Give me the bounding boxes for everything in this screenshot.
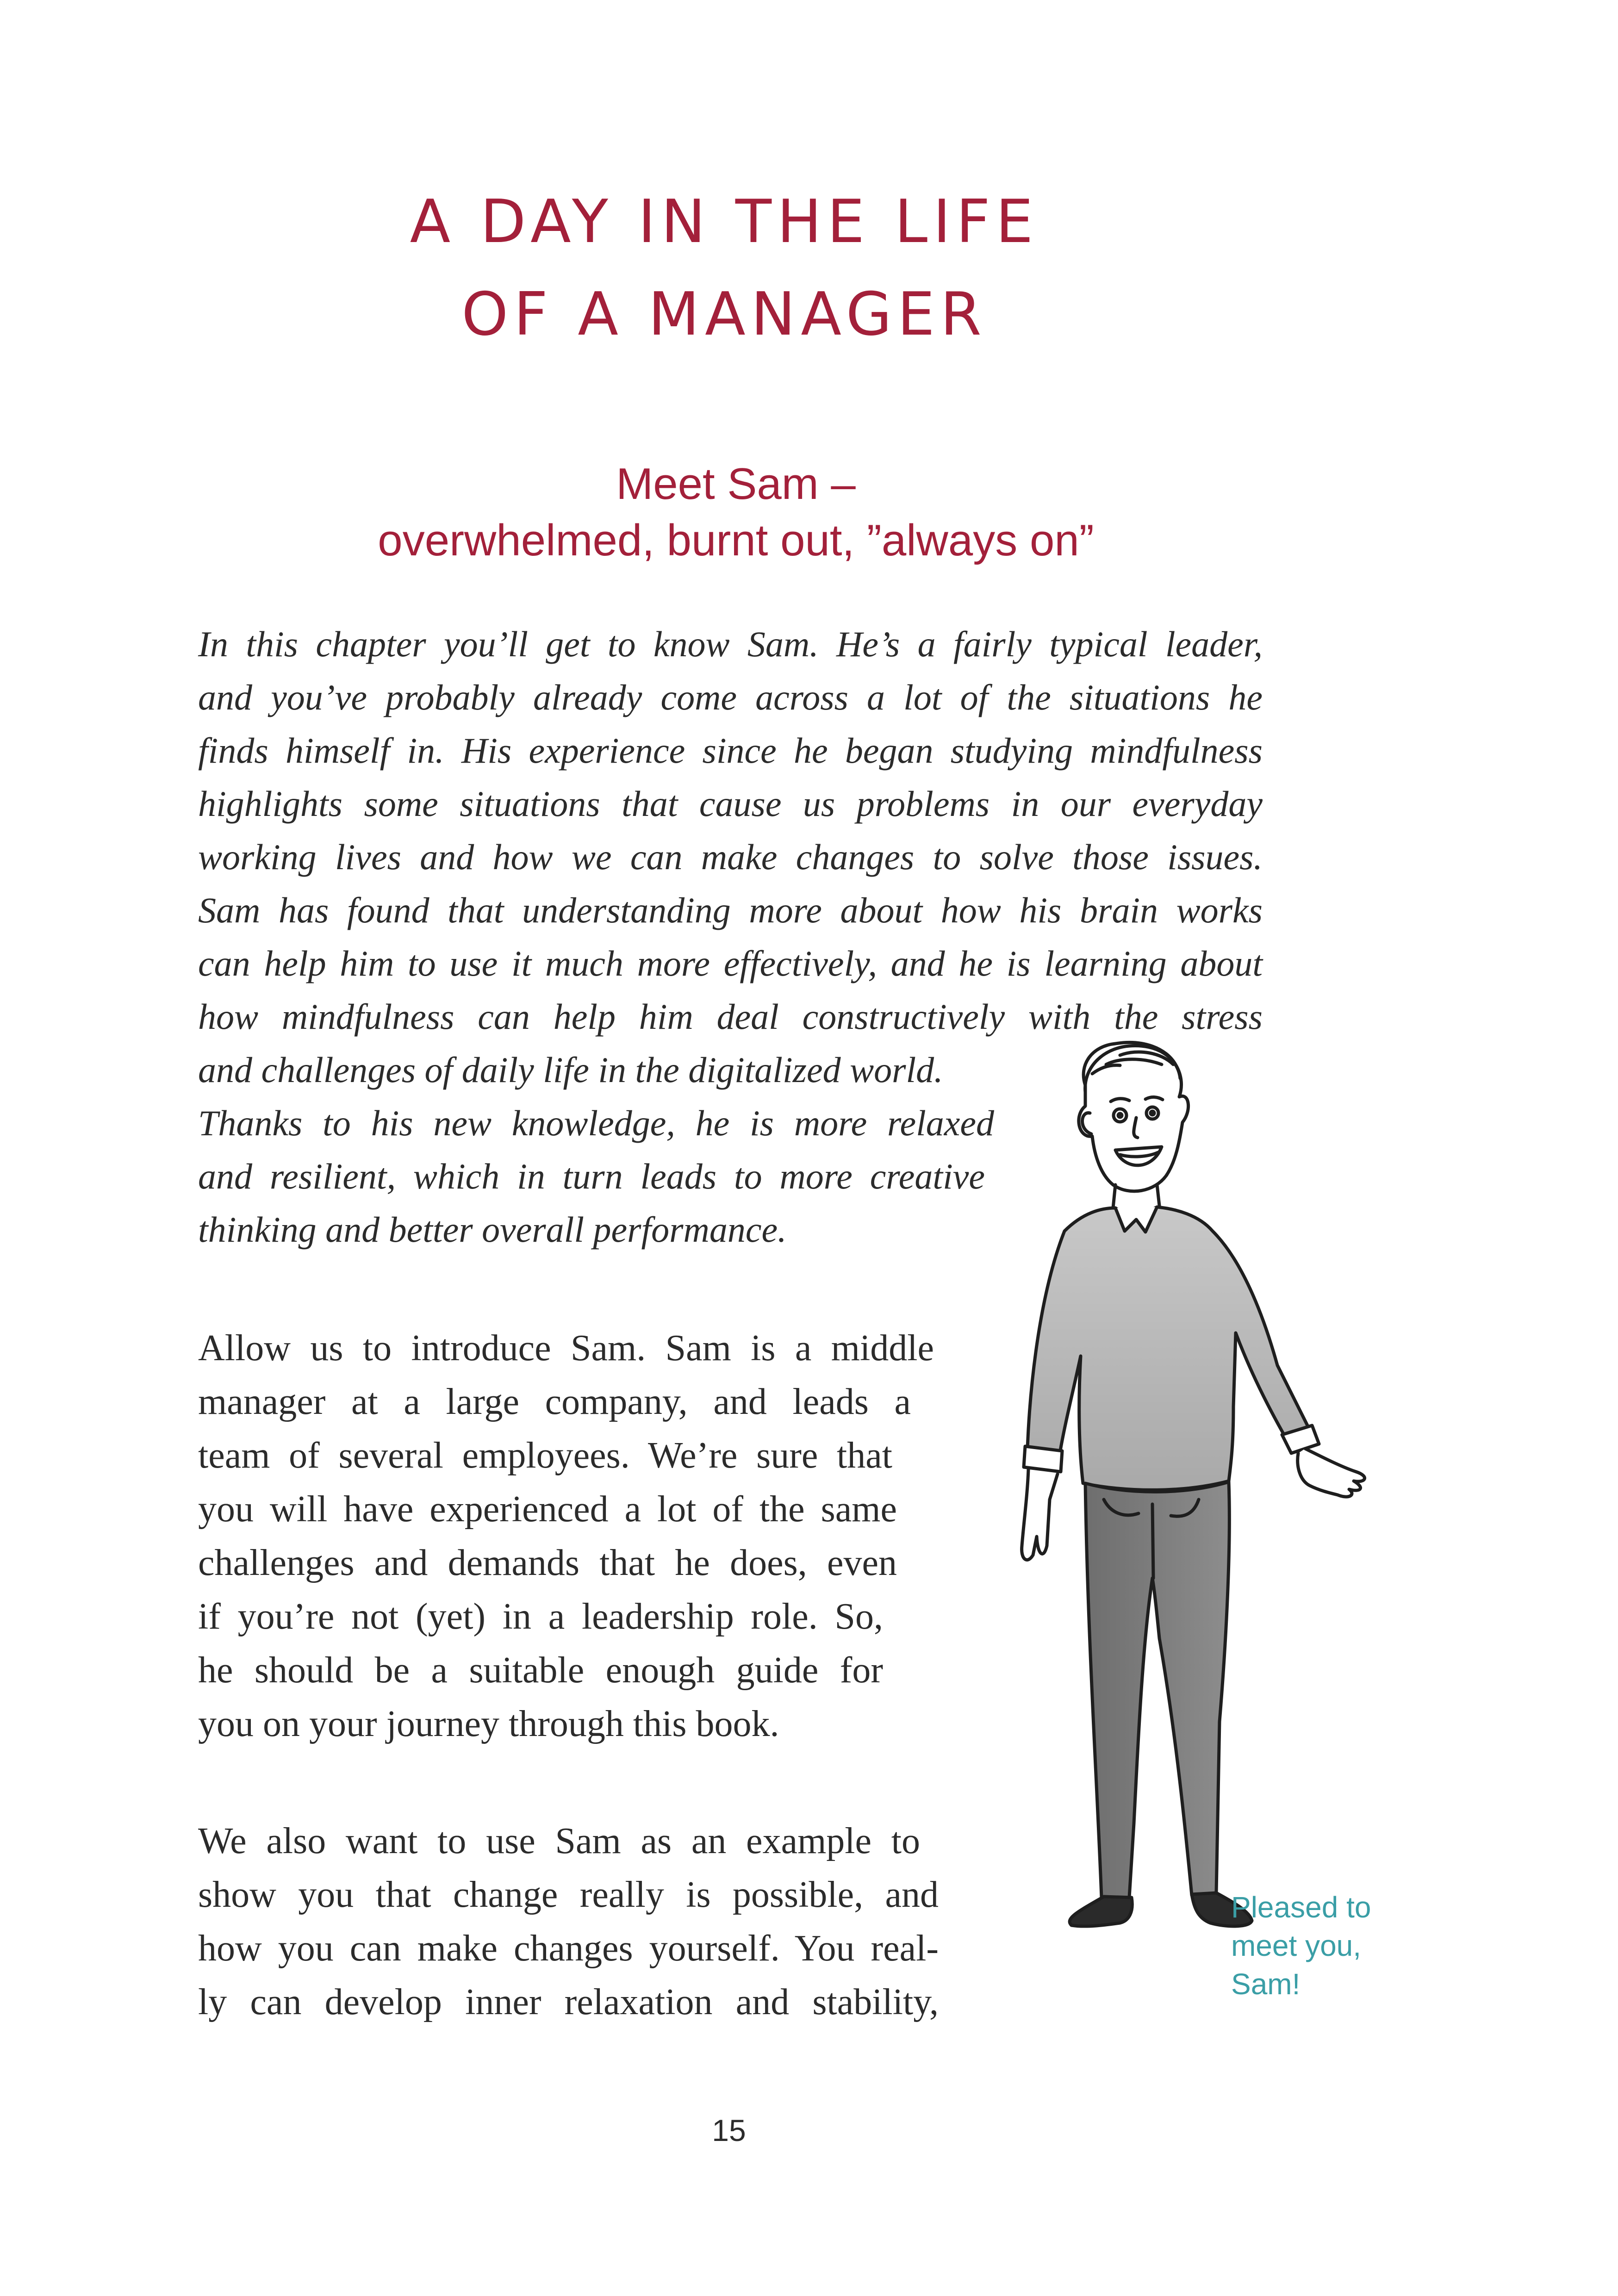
caption-line: meet you, [1231, 1929, 1362, 1962]
body-line: you on your journey through this book. [198, 1704, 779, 1744]
speech-caption [1231, 1888, 1371, 2004]
body-line: how you can make changes yourself. You real- [198, 1928, 939, 1969]
chapter-title-line: OF A MANAGER [461, 280, 987, 349]
section-heading [0, 456, 1472, 569]
intro-line: and challenges of daily life in the digitalized world. [198, 1050, 943, 1090]
intro-line: working lives and how we can make changes to solve those issues. [198, 837, 1263, 877]
body-line: Allow us to introduce Sam. Sam is a middle [198, 1328, 934, 1369]
body-paragraph-1 [198, 1321, 934, 1751]
chapter-title [0, 176, 1449, 361]
intro-line: and you’ve probably already come across a lot of the situations he [198, 677, 1263, 717]
body-line: We also want to use Sam as an example to [198, 1821, 920, 1861]
body-line: team of several employees. We’re sure that [198, 1435, 892, 1476]
page-number: 15 [712, 2113, 746, 2147]
caption-line: Pleased to [1231, 1891, 1371, 1924]
section-heading-line: overwhelmed, burnt out, ”always on” [378, 516, 1094, 565]
body-line: if you’re not (yet) in a leadership role. So, [198, 1596, 883, 1637]
intro-line: finds himself in. His experience since he began studying mindfulness [198, 730, 1263, 771]
intro-line: In this chapter you’ll get to know Sam. He’s a fairly typical leader, [198, 624, 1263, 664]
chapter-title-line: A DAY IN THE LIFE [410, 187, 1039, 256]
body-paragraph-2 [198, 1814, 939, 2029]
intro-line: and resilient, which in turn leads to more creative [198, 1156, 985, 1196]
caption-line: Sam! [1231, 1967, 1301, 2001]
intro-line: highlights some situations that cause us problems in our everyday [198, 784, 1263, 824]
intro-line: Thanks to his new knowledge, he is more relaxed [198, 1103, 994, 1143]
intro-line: Sam has found that understanding more about how his brain works [198, 890, 1263, 930]
intro-line: thinking and better overall performance. [198, 1209, 787, 1250]
section-heading-line: Meet Sam – [616, 459, 856, 509]
body-line: you will have experienced a lot of the same [198, 1489, 897, 1530]
sam-illustration [926, 1037, 1398, 2027]
body-line: manager at a large company, and leads a [198, 1381, 911, 1422]
intro-line: how mindfulness can help him deal constructively with the stress [198, 996, 1263, 1037]
body-line: ly can develop inner relaxation and stability, [198, 1982, 939, 2022]
body-line: challenges and demands that he does, even [198, 1543, 897, 1583]
body-line: he should be a suitable enough guide for [198, 1650, 883, 1691]
body-line: show you that change really is possible, and [198, 1874, 939, 1915]
intro-line: can help him to use it much more effectively, and he is learning about [198, 943, 1263, 983]
